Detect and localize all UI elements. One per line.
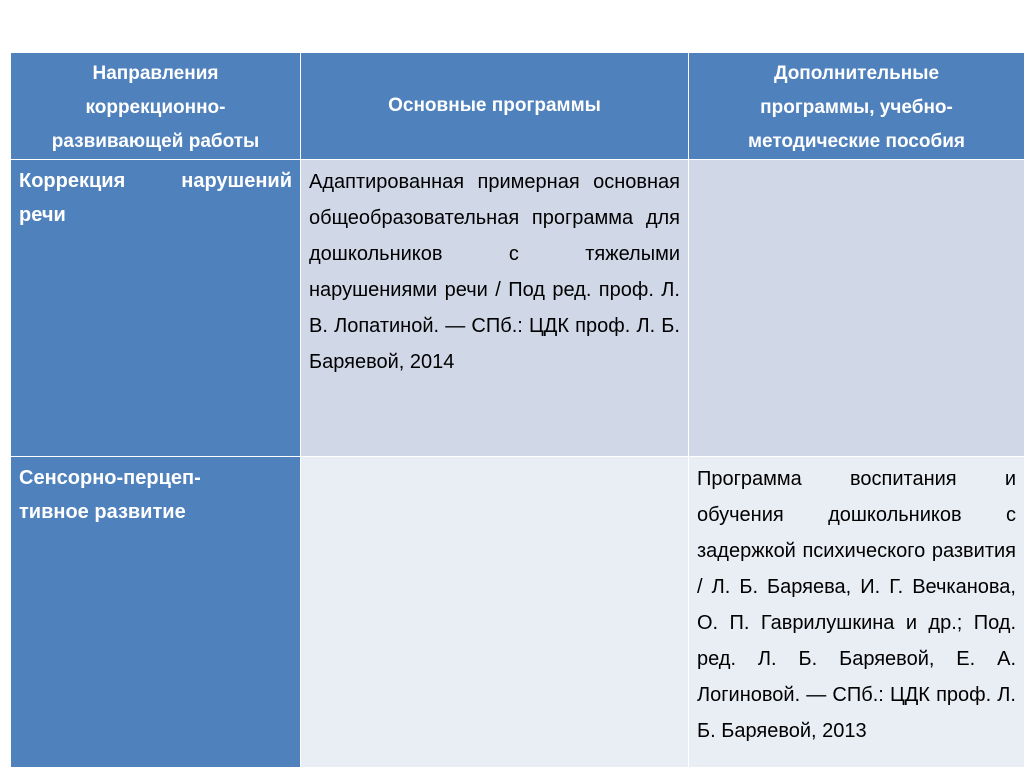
row-main-programs-speech — [301, 160, 689, 457]
programs-table — [10, 52, 1024, 767]
header-directions — [11, 53, 301, 160]
row-additional-programs-sensory — [689, 457, 1024, 767]
header-additional-line: методические пособия — [748, 131, 965, 152]
header-row — [11, 53, 1024, 160]
header-main-programs — [301, 53, 689, 160]
direction-label: Коррекция нарушений речи — [19, 170, 292, 226]
main-programs-text: Адаптированная примерная основная общеобразовательная программа для дошкольников с тяжелыми нарушениями речи / Под ред. проф. Л. В. Лопатиной. — СПб.: ЦДК проф. Л. Б. Баряевой, 2014 — [309, 171, 680, 373]
header-directions-line: развивающей работы — [51, 131, 260, 152]
row-main-programs-sensory — [301, 457, 689, 767]
header-main-programs-label: Основные программы — [388, 95, 601, 116]
table-row — [11, 457, 1024, 767]
row-direction-speech — [11, 160, 301, 457]
header-directions-line: коррекционно- — [85, 97, 226, 118]
direction-label-line: Сенсорно-перцеп- — [19, 467, 201, 489]
header-additional-line: Дополнительные — [773, 63, 940, 84]
row-direction-sensory — [11, 457, 301, 767]
main-programs-text — [301, 457, 688, 461]
header-additional-programs — [689, 53, 1024, 160]
header-directions-line: Направления — [92, 63, 219, 84]
direction-label-line: тивное развитие — [19, 501, 186, 523]
additional-programs-text: Программа воспитания и обучения дошкольников с задержкой психического развития / Л. Б. Баряева, И. Г. Вечканова, О. П. Гаврилушкина и др.; Под. ред. Л. Б. Баряевой, Е. А. Логиновой. — СПб.: ЦДК проф. Л. Б. Баряевой, 2013 — [697, 468, 1016, 742]
row-additional-programs-speech — [689, 160, 1024, 457]
header-additional-line: программы, учебно- — [760, 97, 953, 118]
table-row — [11, 160, 1024, 457]
additional-programs-text — [689, 160, 1024, 164]
